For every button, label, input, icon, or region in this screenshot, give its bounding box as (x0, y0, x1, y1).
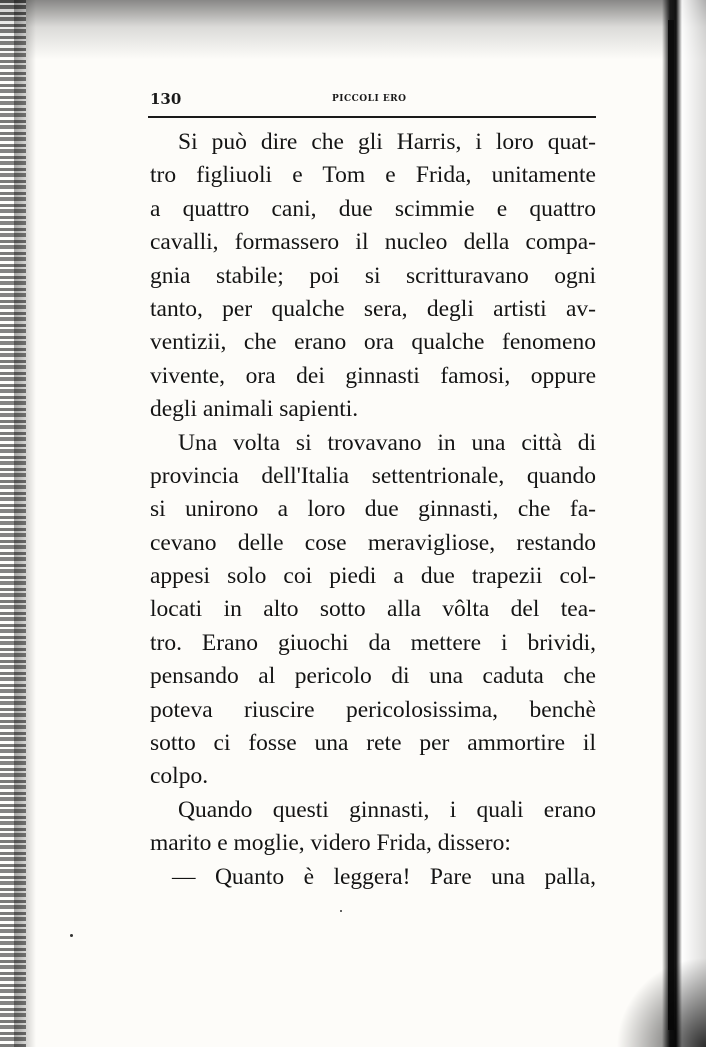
scan-speck (340, 910, 342, 912)
text-line: tro figliuoli e Tom e Frida, unitamente (150, 162, 596, 189)
page-number: 130 (150, 90, 182, 108)
text-line: cevano delle cose meravigliose, restando (150, 529, 596, 556)
text-line: — Quanto è leggera! Pare una palla, (172, 863, 596, 890)
text-line: sotto ci fosse una rete per ammortire il (150, 730, 596, 757)
text-line: Si può dire che gli Harris, i loro quat- (178, 129, 596, 155)
text-line: marito e moglie, videro Frida, dissero: (150, 830, 511, 857)
text-line: poteva riuscire pericolosissima, benchè (150, 696, 596, 723)
text-line: gnia stabile; poi si scritturavano ogni (150, 262, 596, 289)
text-line: tanto, per qualche sera, degli artisti av- (150, 295, 596, 322)
text-line: Una volta si trovavano in una città di (178, 429, 596, 456)
page-header (148, 88, 596, 112)
scan-left-shadow (14, 0, 36, 1047)
running-title: PICCOLI ERO (332, 94, 407, 104)
text-line: locati in alto sotto alla vôlta del tea- (150, 596, 596, 623)
text-line: vivente, ora dei ginnasti famosi, oppure (150, 362, 596, 389)
text-line: cavalli, formassero il nucleo della compa- (150, 229, 596, 256)
text-line: tro. Erano giuochi da mettere i brividi, (150, 629, 596, 656)
text-line: si unirono a loro due ginnasti, che fa- (150, 496, 596, 523)
body-text (150, 126, 596, 894)
scan-top-shadow (0, 0, 706, 60)
text-line: pensando al pericolo di una caduta che (150, 663, 596, 690)
text-line: degli animali sapienti. (150, 396, 359, 423)
text-line: colpo. (150, 763, 209, 790)
text-line: ventizii, che erano ora qualche fenomeno (150, 329, 596, 356)
scan-speck (70, 934, 73, 937)
header-rule (148, 116, 596, 118)
scan-right-binding (668, 20, 674, 1030)
text-line: Quando questi ginnasti, i quali erano (178, 796, 596, 823)
text-line: provincia dell'Italia settentrionale, quando (150, 462, 596, 489)
scan-bottom-right-shadow (616, 957, 706, 1047)
text-line: a quattro cani, due scimmie e quattro (150, 195, 596, 222)
text-line: appesi solo coi piedi a due trapezii col- (150, 563, 596, 590)
